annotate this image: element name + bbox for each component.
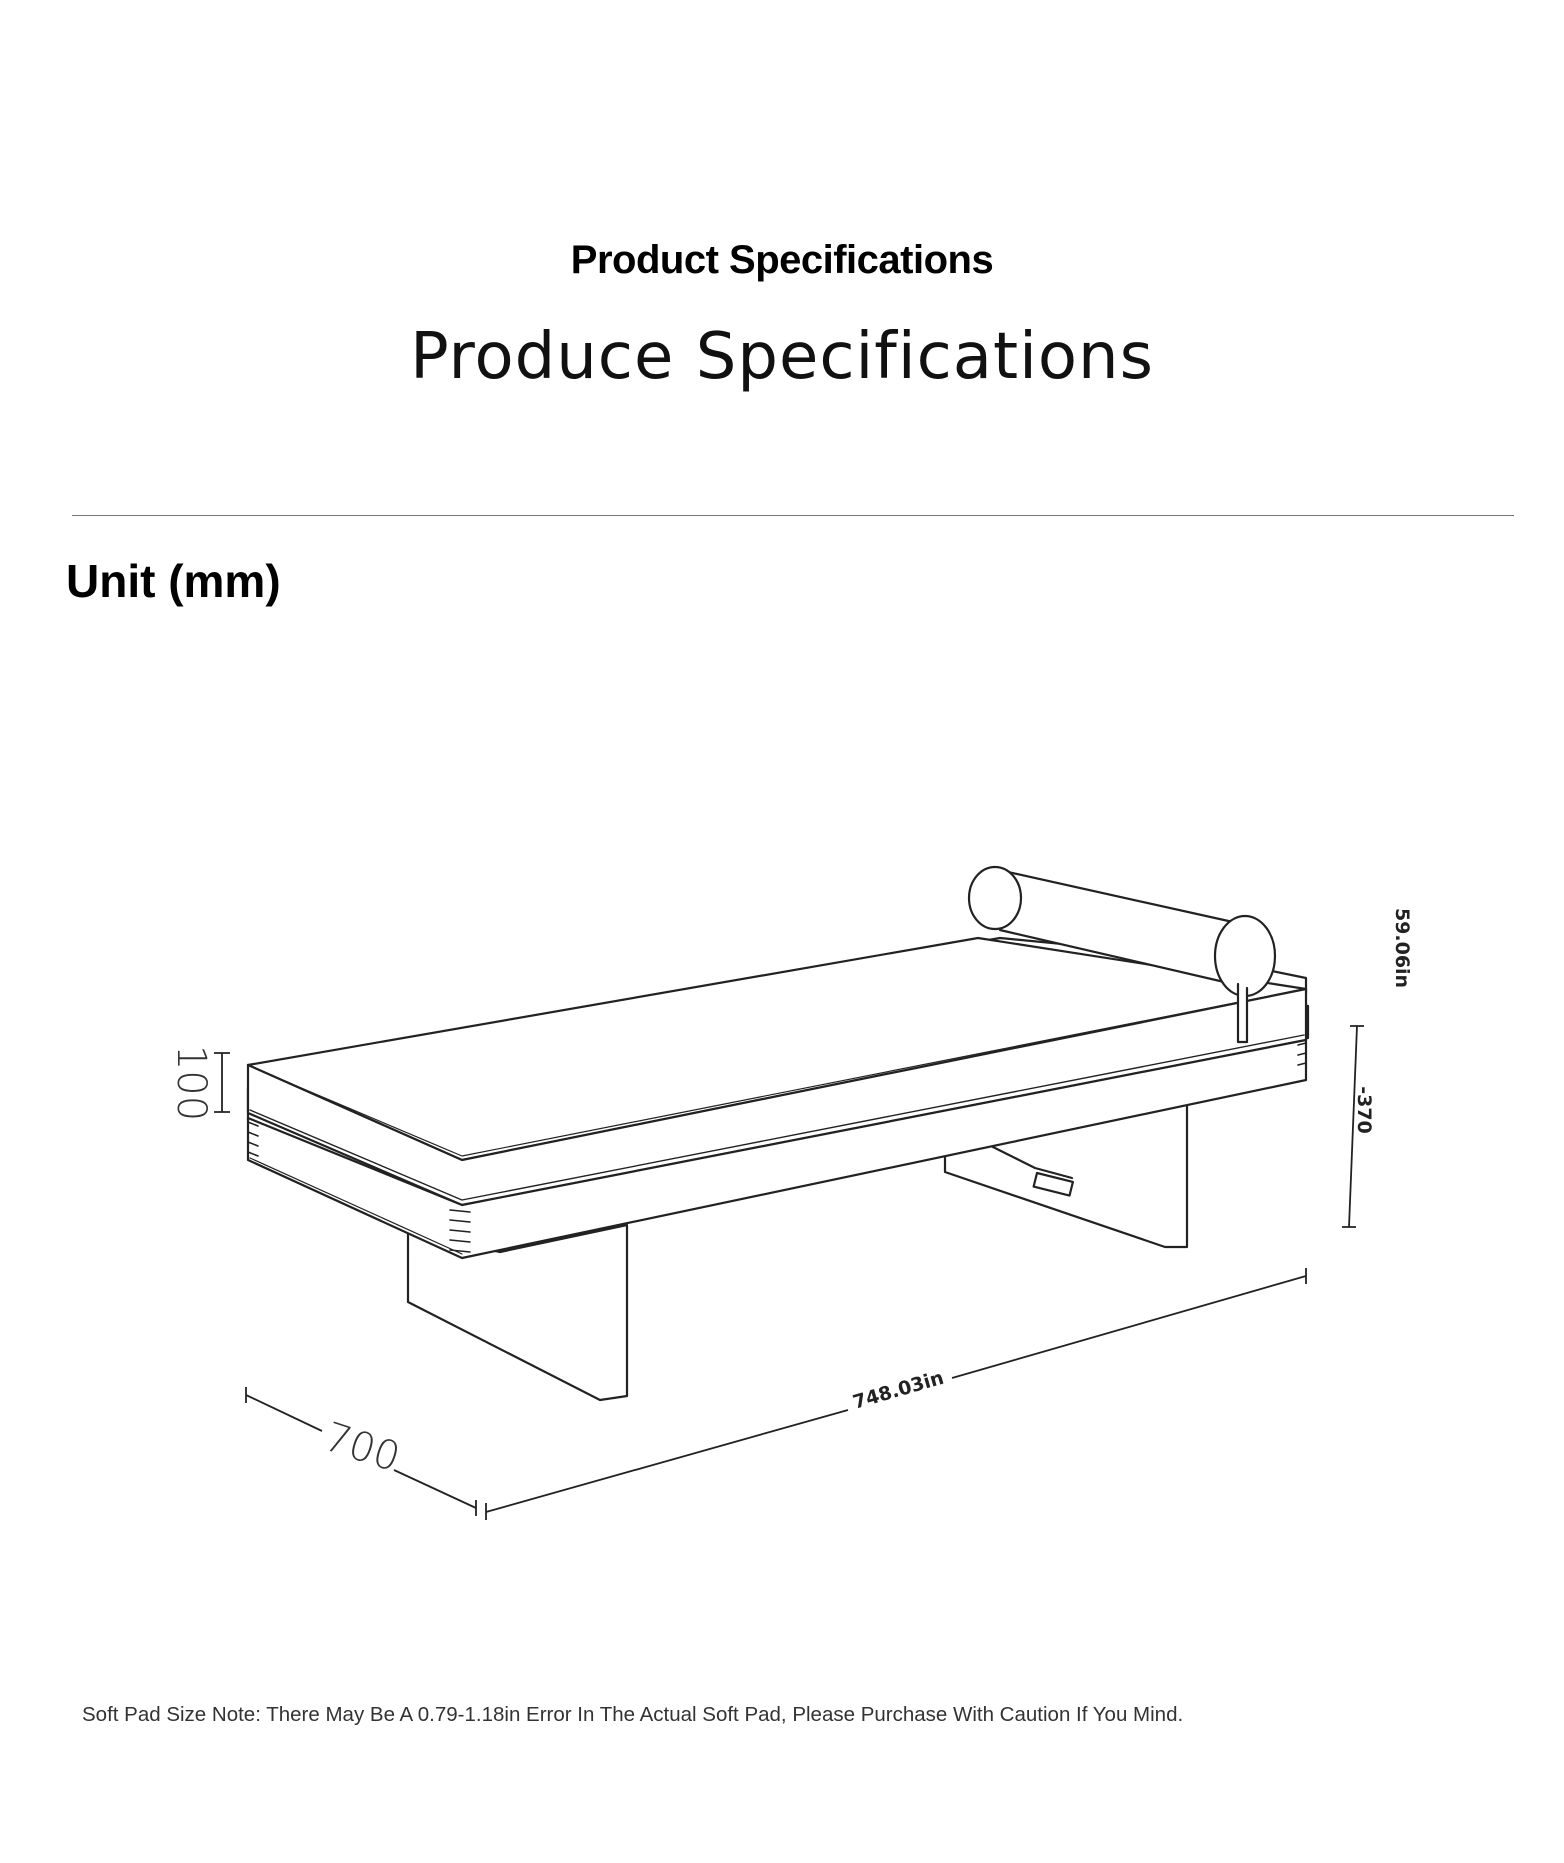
unit-label: Unit (mm) — [66, 555, 281, 607]
dim-label-cushion-height: 100 — [168, 1044, 214, 1122]
dim-label-pillow-height: 59.06in — [1391, 907, 1413, 989]
size-note: Soft Pad Size Note: There May Be A 0.79-1.18in Error In The Actual Soft Pad, Please Purchase With Caution If You Mind. — [82, 1703, 1184, 1726]
dim-label-length: 748.03in — [850, 1366, 947, 1414]
page-title: Product Specifications — [570, 238, 994, 282]
bolster-strap — [1238, 984, 1247, 1042]
bolster-end — [1215, 916, 1275, 996]
bolster-left-end — [969, 867, 1021, 929]
front-leg — [408, 1225, 627, 1400]
dim-label-seat-height: -370 — [1353, 1086, 1375, 1134]
dim-label-depth: 700 — [318, 1413, 406, 1482]
dim-line-cushion-height — [214, 1053, 230, 1112]
page-subtitle: Produce Specifications — [410, 320, 1154, 394]
